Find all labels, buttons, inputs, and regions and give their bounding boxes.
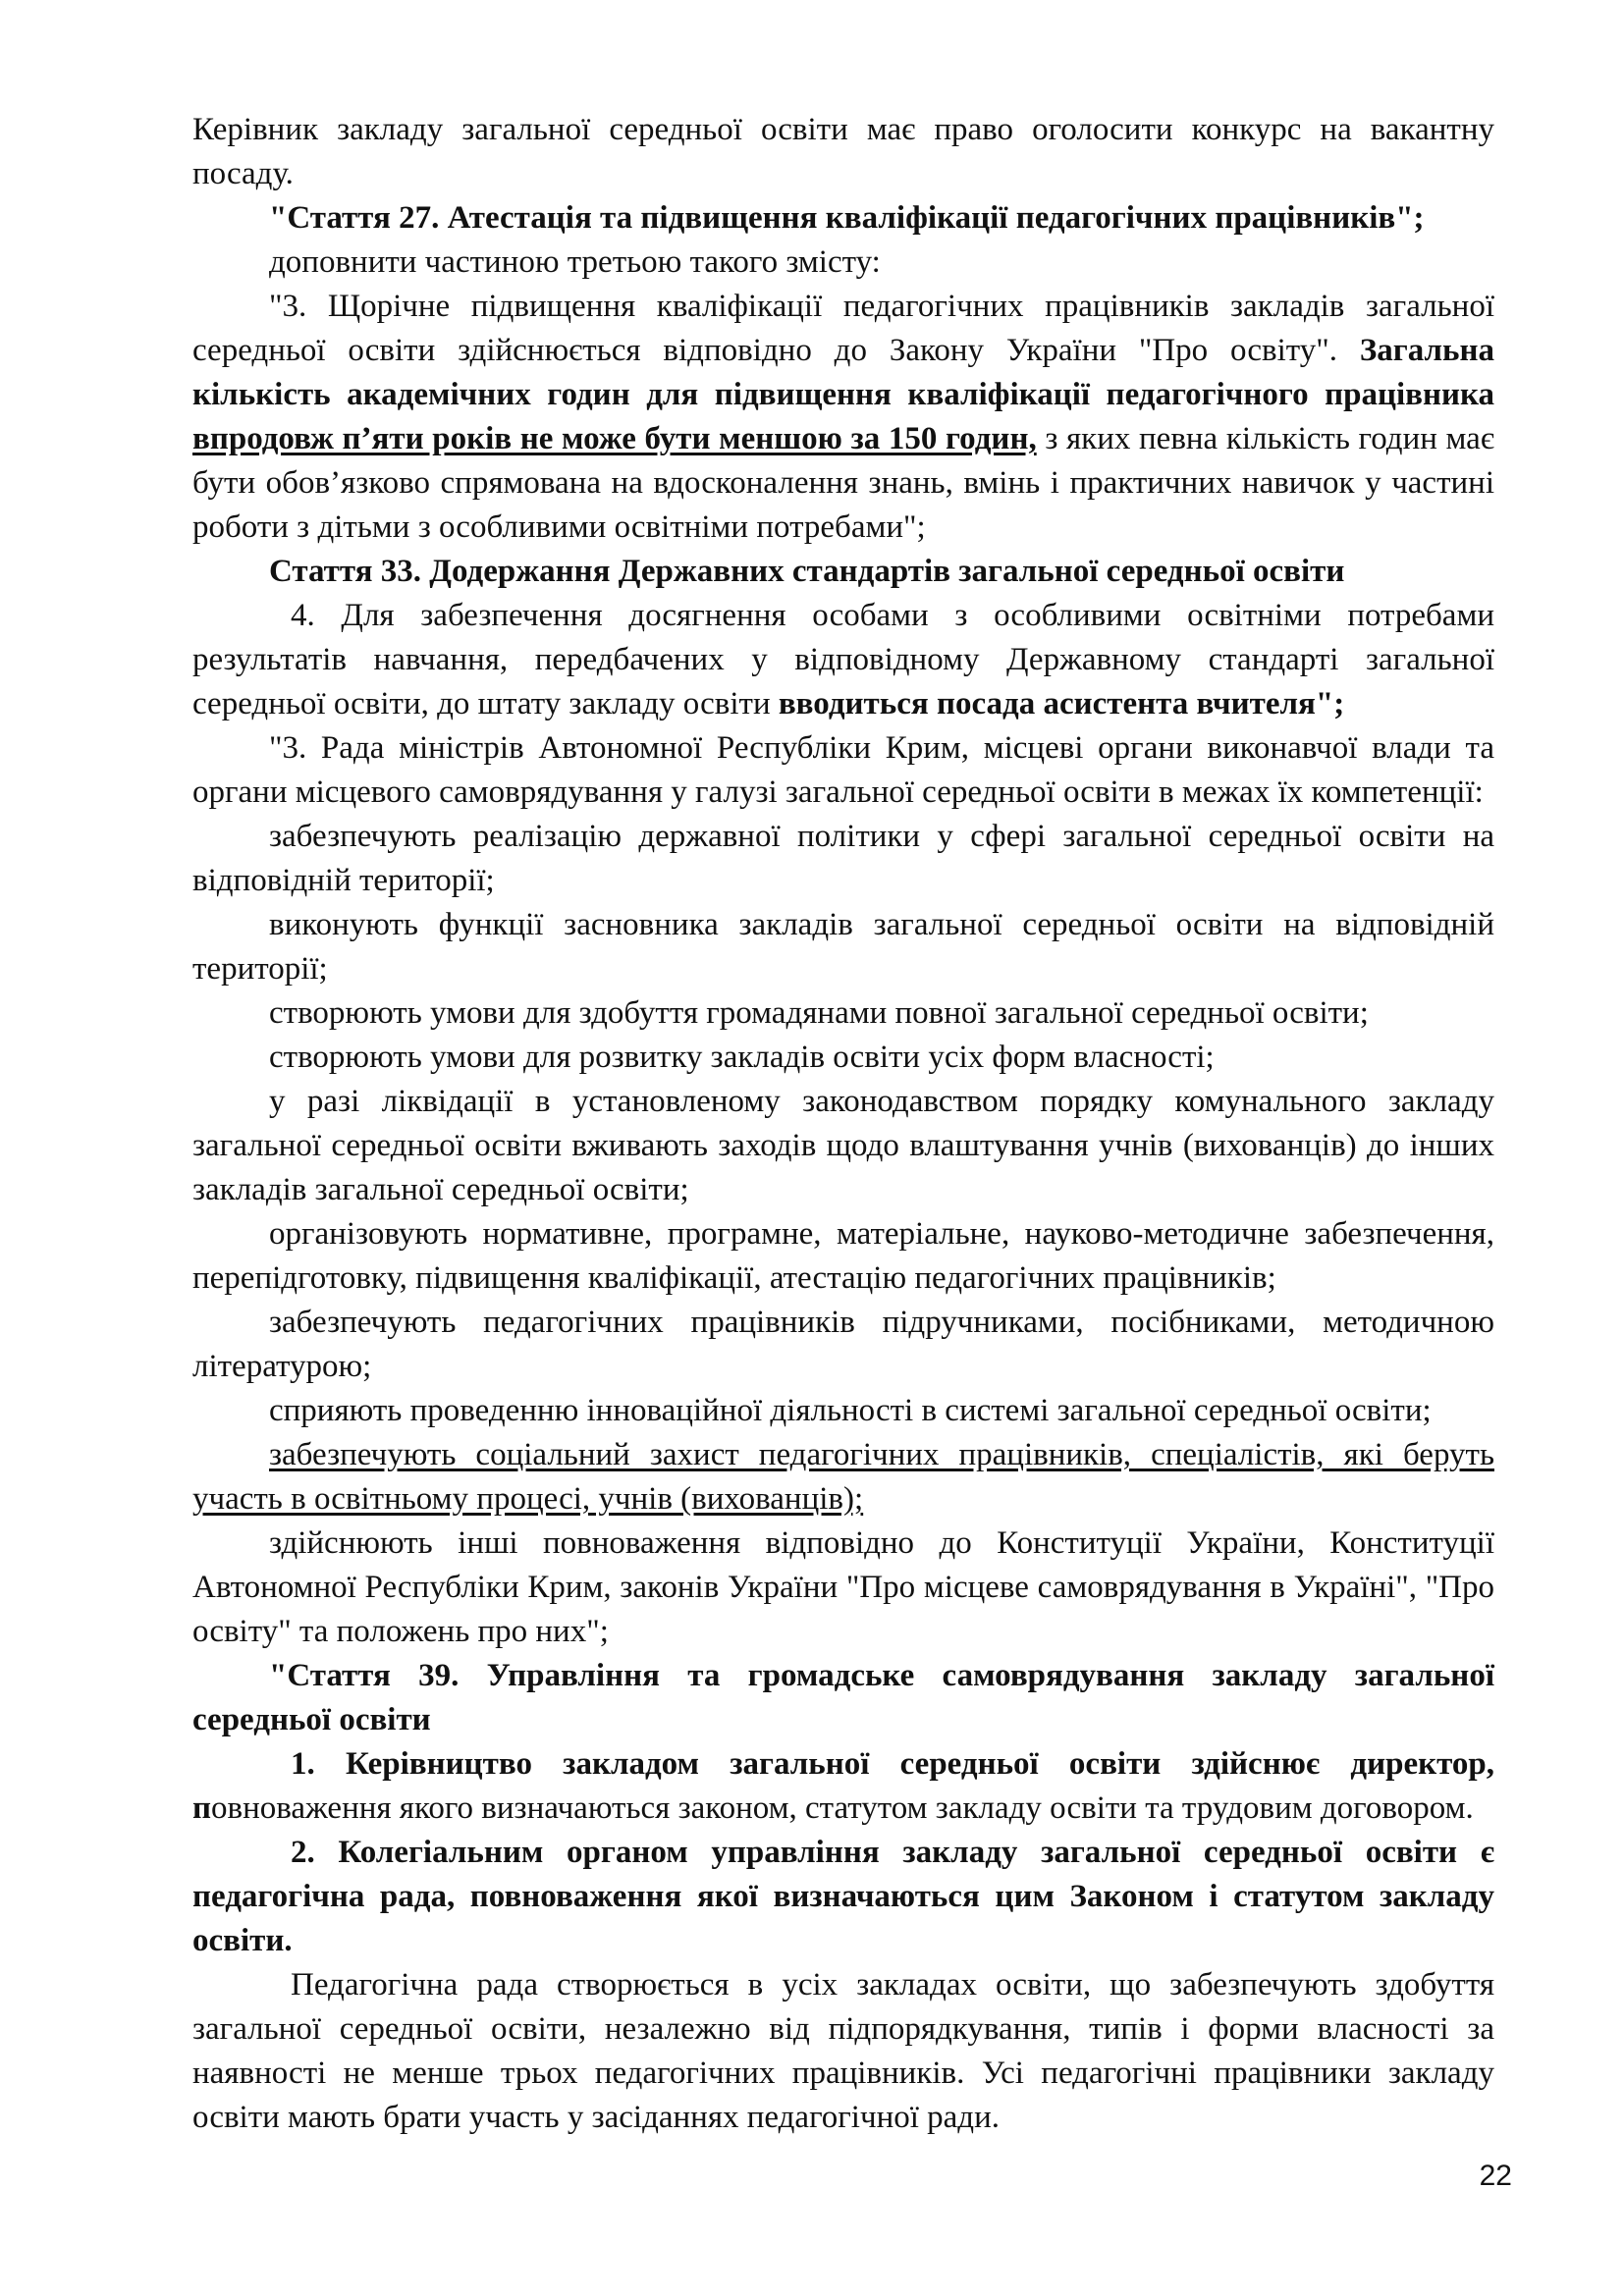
paragraph-council-of-ministers: "3. Рада міністрів Автономної Республіки Крим, місцеві органи виконавчої влади та органи місцевого самоврядування у галузі загальної середньої освіти в межах їх компетенції: bbox=[192, 730, 1494, 810]
qualification-hours-bold: Загальна кількість академічних годин для підвищення кваліфікації педагогічного працівника bbox=[192, 333, 1494, 412]
list-item-textbooks: забезпечують педагогічних працівників підручниками, посібниками, методичною літературою; bbox=[192, 1305, 1494, 1384]
page-number: 22 bbox=[1479, 2160, 1512, 2192]
list-item-methodical-support: організовують нормативне, програмне, матеріальне, науково-методичне забезпечення, перепідготовку, підвищення кваліфікації, атестацію педагогічних працівників; bbox=[192, 1216, 1494, 1296]
qualification-text: "3. Щорічне підвищення кваліфікації педагогічних працівників закладів загальної середньої освіти здійснюється відповідно до Закону України "Про освіту". bbox=[192, 289, 1494, 368]
paragraph-management-director bbox=[192, 1742, 1494, 1831]
teacher-assistant-bold: вводиться посада асистента вчителя"; bbox=[778, 686, 1345, 721]
article-39-heading: "Стаття 39. Управління та громадське самоврядування закладу загальної середньої освіти bbox=[192, 1658, 1494, 1737]
teacher-assistant-text: 4. Для забезпечення досягнення особами з особливими освітніми потребами результатів навчання, передбачених у відповідному Державному стандарті загальної середньої освіти, до штату закладу освіти bbox=[192, 598, 1494, 721]
list-item-state-policy: забезпечують реалізацію державної політики у сфері загальної середньої освіти на відповідній території; bbox=[192, 819, 1494, 898]
management-director-text: овноваження якого визначаються законом, статутом закладу освіти та трудовим договором. bbox=[211, 1790, 1474, 1826]
paragraph-qualification-upgrade bbox=[192, 285, 1494, 550]
list-item-development: створюють умови для розвитку закладів освіти усіх форм власності; bbox=[269, 1040, 1215, 1075]
paragraph-pedagogical-council: 2. Колегіальним органом управління закладу загальної середньої освіти є педагогічна рада, повноваження якої визначаються цим Законом і статутом закладу освіти. bbox=[192, 1835, 1494, 1958]
qualification-special-needs: з яких певна кількість годин має бути обов’язково спрямована на вдосконалення знань, вмінь і практичних навичок у частині роботи з дітьми з особливими освітніми потребами"; bbox=[192, 421, 1494, 545]
list-item-innovation: сприяють проведенню інноваційної діяльності в системі загальної середньої освіти; bbox=[269, 1393, 1432, 1428]
management-director-bold: 1. Керівництво закладом загальної середньої освіти здійснює директор, п bbox=[192, 1746, 1494, 1826]
paragraph-teacher-assistant bbox=[192, 594, 1494, 726]
list-item-social-protection: забезпечують соціальний захист педагогічних працівників, спеціалістів, які беруть участь в освітньому процесі, учнів (вихованців); bbox=[192, 1437, 1494, 1517]
document-page bbox=[192, 108, 1494, 2140]
paragraph-director-vacancy: Керівник закладу загальної середньої освіти має право оголосити конкурс на вакантну посаду. bbox=[192, 112, 1494, 191]
amendment-intro: доповнити частиною третьою такого змісту: bbox=[269, 244, 881, 280]
article-33-heading: Стаття 33. Додержання Державних стандартів загальної середньої освіти bbox=[269, 554, 1345, 589]
paragraph-council-composition: Педагогічна рада створюється в усіх закладах освіти, що забезпечують здобуття загальної середньої освіти, незалежно від підпорядкування, типів і форми власності за наявності не менше трьох педагогічних працівників. Усі педагогічні працівники закладу освіти мають брати участь у засіданнях педагогічної ради. bbox=[192, 1967, 1494, 2135]
list-item-full-education: створюють умови для здобуття громадянами повної загальної середньої освіти; bbox=[269, 995, 1369, 1031]
qualification-hours-underlined: впродовж п’яти років не може бути меншою за 150 годин, bbox=[192, 421, 1037, 456]
list-item-founder-functions: виконують функції засновника закладів загальної середньої освіти на відповідній території; bbox=[192, 907, 1494, 987]
list-item-liquidation: у разі ліквідації в установленому законодавством порядку комунального закладу загальної середньої освіти вживають заходів щодо влаштування учнів (вихованців) до інших закладів загальної середньої освіти; bbox=[192, 1084, 1494, 1207]
article-27-heading: "Стаття 27. Атестація та підвищення кваліфікації педагогічних працівників"; bbox=[269, 200, 1425, 236]
list-item-other-powers: здійснюють інші повноваження відповідно до Конституції України, Конституції Автономної Республіки Крим, законів України "Про місцеве самоврядування в Україні", "Про освіту" та положень про них"; bbox=[192, 1525, 1494, 1649]
